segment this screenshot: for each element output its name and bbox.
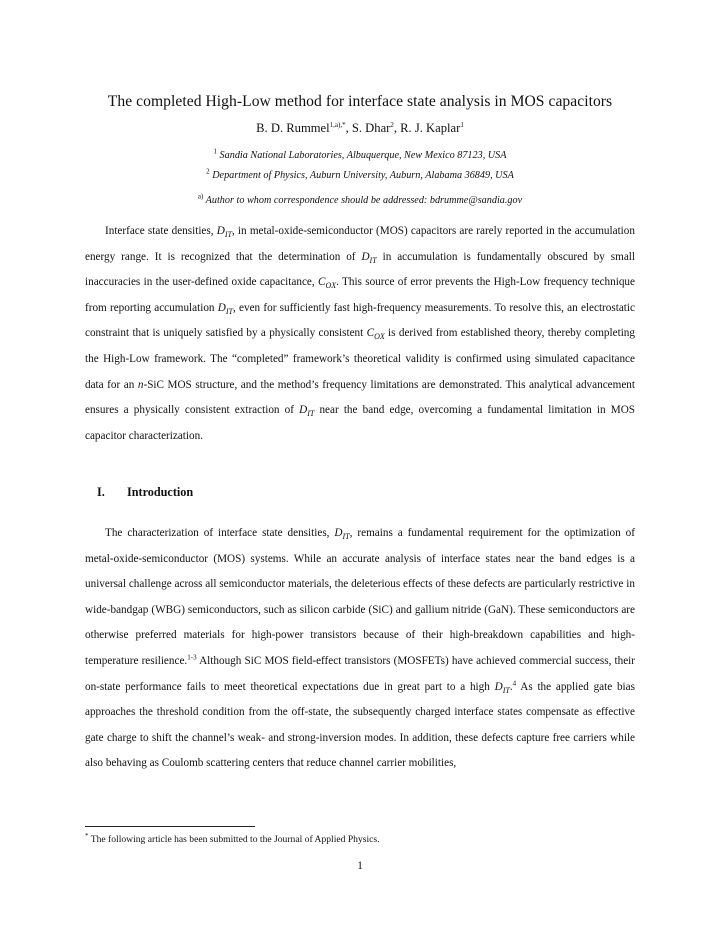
section-number: I. <box>97 485 105 499</box>
text-run: , even for sufficiently fast high-frequency measurements. To resolve this, an electrostatic constraint that is uniquely satisfied by a physically consistent <box>85 301 635 340</box>
abstract-paragraph <box>85 219 635 449</box>
introduction-body <box>85 521 635 777</box>
math-subscript: IT <box>225 307 233 317</box>
section-heading <box>97 485 193 500</box>
text-run: . <box>509 680 513 693</box>
corresponding-author-note <box>0 192 720 206</box>
math-symbol: D <box>299 404 308 417</box>
text-run: The characterization of interface state densities, <box>105 527 335 539</box>
text-run: in accumulation is fundamentally obscured by small inaccuracies in the user-defined oxide capacitance, <box>85 250 635 289</box>
math-symbol: D <box>216 225 225 237</box>
footnote-mark: * <box>85 831 89 840</box>
math-symbol: D <box>334 527 343 539</box>
affiliation-mark: a) <box>197 192 204 201</box>
author-affiliation-mark: 1 <box>460 120 464 129</box>
author-line <box>0 121 720 136</box>
text-run: is derived from established theory, thereby completing the High-Low framework. The “completed” framework’s theoretical validity is confirmed using simulated capacitance data for an <box>85 327 635 391</box>
footnote <box>85 831 380 845</box>
author-affiliation-mark: 1,a),* <box>329 120 346 129</box>
text-run: near the band edge, overcoming a fundamental limitation in MOS capacitor characterization. <box>85 404 635 442</box>
math-cox <box>317 276 337 291</box>
math-symbol: D <box>361 250 370 263</box>
math-subscript: OX <box>374 332 385 342</box>
footnote-rule <box>85 826 255 827</box>
author-separator: , <box>345 121 352 135</box>
math-symbol: C <box>366 327 375 340</box>
text-run: , in metal-oxide-semiconductor (MOS) capacitors are rarely reported in the accumulation energy range. It is recognized that the determination of <box>85 225 635 263</box>
math-symbol: D <box>494 680 503 693</box>
math-symbol: C <box>317 276 326 289</box>
text-run: As the applied gate bias approaches the threshold condition from the off-state, the subsequently charged interface states compensate as effective gate charge to shift the channel’s weak- and strong-inversion modes. In addition, these defects capture free carriers while also behaving as Coulomb scattering centers that reduce channel carrier mobilities, <box>85 680 635 770</box>
math-dit <box>217 301 233 317</box>
math-subscript: IT <box>342 532 350 542</box>
math-dit <box>334 527 350 542</box>
math-subscript: OX <box>325 281 337 291</box>
math-dit <box>216 225 232 240</box>
paper-title: The completed High-Low method for interface state analysis in MOS capacitors <box>107 93 613 110</box>
affiliation-text: Author to whom correspondence should be addressed: bdrumme@sandia.gov <box>203 195 523 206</box>
text-run: , remains a fundamental requirement for the optimization of metal-oxide-semiconductor (MOS) systems. While an accurate analysis of interface states near the band edges is a universal challenge across all semiconductor materials, the deleterious effects of these defects are particularly restrictive in wide-bandgap (WBG) semiconductors, such as silicon carbide (SiC) and gallium nitride (GaN). These semiconductors are otherwise preferred materials for high-power transistors because of their high-breakdown capabilities and high-temperature resilience. <box>85 527 635 667</box>
text-run: -SiC MOS structure, and the method’s frequency limitations are demonstrated. This analytical advancement ensures a physically consistent extraction of <box>85 378 635 417</box>
citation-ref: 1-3 <box>187 653 197 662</box>
author-separator: , <box>393 121 401 135</box>
math-dit <box>495 681 510 693</box>
text-run: Although SiC MOS field-effect transistors (MOSFETs) have achieved commercial success, their on-state performance fails to meet theoretical expectations due in great part to a high <box>85 654 636 693</box>
text-run: Interface state densities, <box>105 225 217 237</box>
section-title: Introduction <box>127 485 194 499</box>
math-cox <box>366 327 385 342</box>
text-run: . This source of error prevents the High-Low frequency technique from reporting accumulation <box>85 276 635 314</box>
abstract <box>85 219 635 449</box>
author-name: R. J. Kaplar <box>400 121 461 135</box>
math-symbol: D <box>217 301 226 314</box>
math-dit <box>361 251 376 263</box>
footnote-text: The following article has been submitted to the Journal of Applied Physics. <box>88 834 380 845</box>
affiliation-text: Sandia National Laboratories, Albuquerque, New Mexico 87123, USA <box>217 150 507 161</box>
affiliation-auburn <box>0 167 720 181</box>
affiliation-text: Department of Physics, Auburn University, Auburn, Alabama 36849, USA <box>209 170 514 181</box>
affiliation-mark: 1 <box>213 147 217 156</box>
math-subscript: IT <box>224 230 232 240</box>
author-affiliation-mark: 2 <box>390 120 394 129</box>
page-number: 1 <box>357 860 363 872</box>
math-dit <box>299 404 315 419</box>
math-subscript: IT <box>369 255 377 265</box>
intro-paragraph <box>85 521 635 777</box>
math-subscript: IT <box>307 409 315 419</box>
math-subscript: IT <box>502 685 510 695</box>
affiliation-sandia <box>0 147 720 161</box>
author-name: S. Dhar <box>351 121 391 135</box>
author-name: B. D. Rummel <box>256 121 330 135</box>
math-n-type: n <box>137 378 144 391</box>
citation-ref: 4 <box>512 678 517 687</box>
affiliation-mark: 2 <box>206 167 210 176</box>
